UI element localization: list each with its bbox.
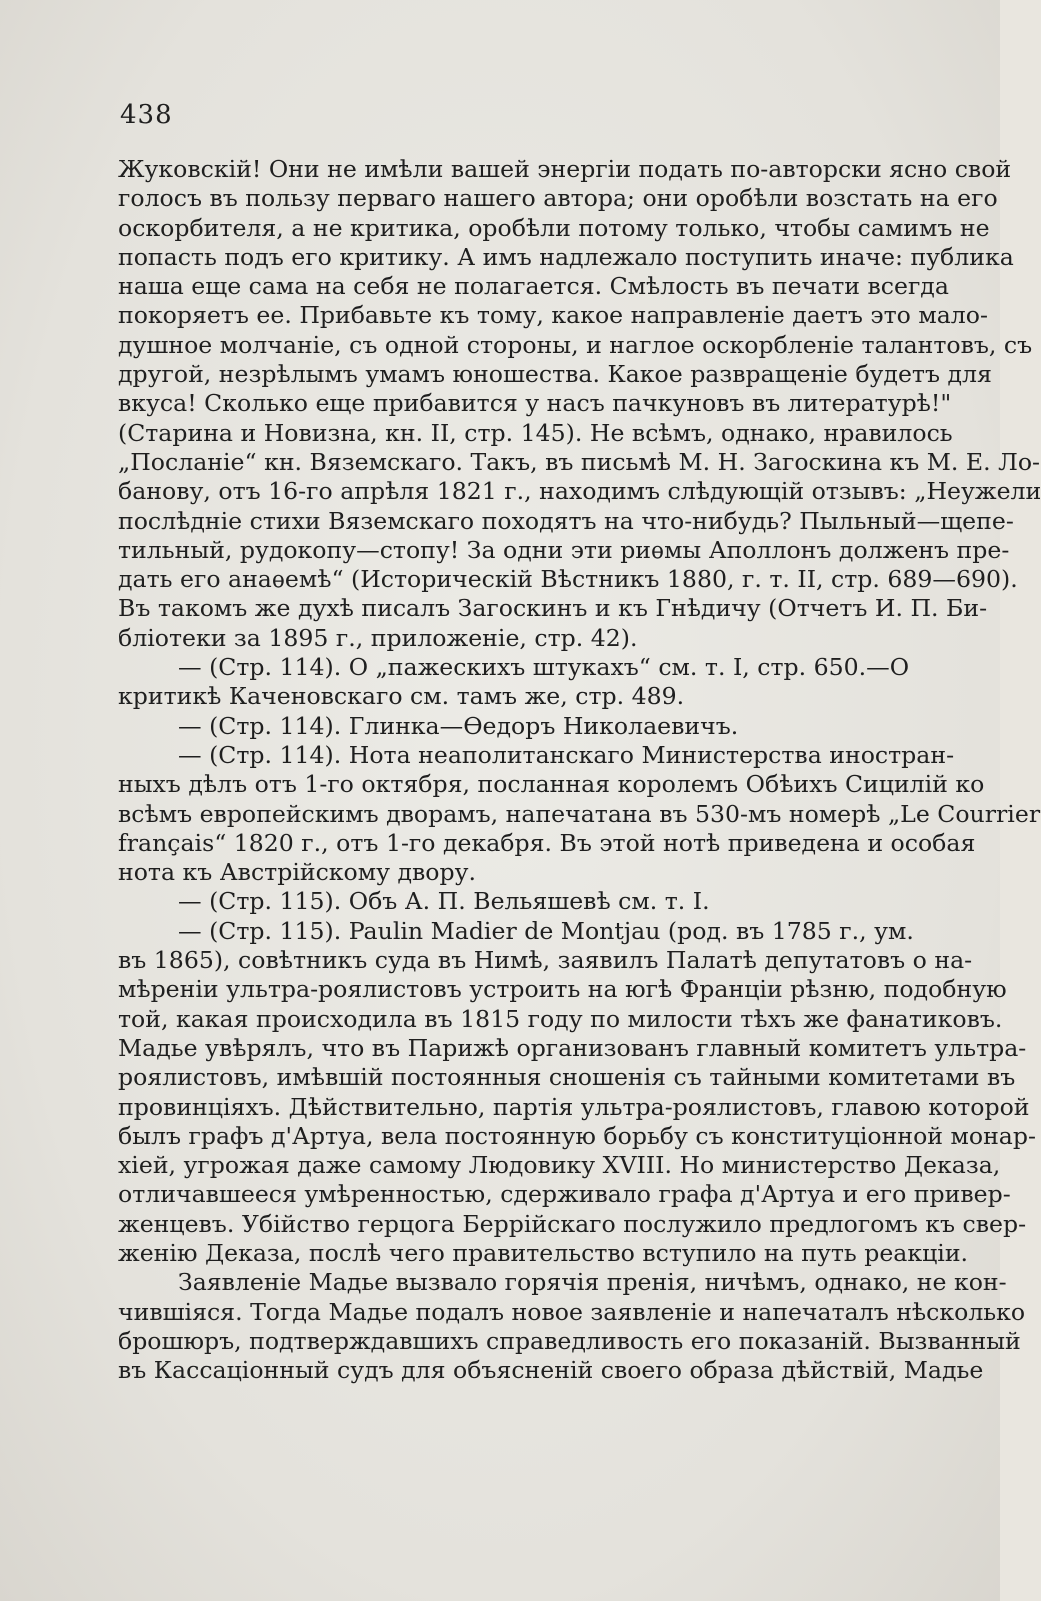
text-line: Въ такомъ же духѣ писалъ Загоскинъ и къ Гнѣдичу (Отчетъ И. П. Би- <box>118 594 988 623</box>
text-line: провинціяхъ. Дѣйствительно, партія ультра-роялистовъ, главою которой <box>118 1092 1030 1121</box>
text-line: — (Стр. 114). Глинка—Ѳедоръ Николаевичъ. <box>178 711 739 740</box>
text-line: критикѣ Каченовскаго см. тамъ же, стр. 489. <box>118 682 685 711</box>
text-line: мѣреніи ультра-роялистовъ устроить на югѣ Франціи рѣзню, подобную <box>118 975 1007 1004</box>
text-line: банову, отъ 16-го апрѣля 1821 г., находимъ слѣдующій отзывъ: „Неужели <box>118 477 1041 506</box>
text-line: покоряетъ ее. Прибавьте къ тому, какое направленіе даетъ это мало- <box>118 301 988 330</box>
text-line: Заявленіе Мадье вызвало горячія пренія, ничѣмъ, однако, не кон- <box>178 1268 1007 1297</box>
text-line: попасть подъ его критику. А имъ надлежало поступить иначе: публика <box>118 242 1014 271</box>
text-line: вкуса! Сколько еще прибавится у насъ пачкуновъ въ литературѣ!" <box>118 389 952 418</box>
text-line: въ 1865), совѣтникъ суда въ Нимѣ, заявилъ Палатѣ депутатовъ о на- <box>118 946 973 975</box>
text-line: душное молчаніе, съ одной стороны, и наглое оскорбленіе талантовъ, съ <box>118 330 1033 359</box>
text-line: „Посланіе“ кн. Вяземскаго. Такъ, въ письмѣ М. Н. Загоскина къ М. Е. Ло- <box>118 447 1041 476</box>
text-line: бліотеки за 1895 г., приложеніе, стр. 42). <box>118 623 638 652</box>
text-line: брошюръ, подтверждавшихъ справедливость его показаній. Вызванный <box>118 1326 1021 1355</box>
text-line: роялистовъ, имѣвшій постоянныя сношенія съ тайными комитетами въ <box>118 1063 1016 1092</box>
text-line: (Старина и Новизна, кн. II, стр. 145). Не всѣмъ, однако, нравилось <box>118 418 953 447</box>
text-line: отличавшееся умѣренностью, сдерживало графа д'Артуа и его привер- <box>118 1180 1011 1209</box>
text-line: другой, незрѣлымъ умамъ юношества. Какое развращеніе будетъ для <box>118 360 992 389</box>
text-line: женцевъ. Убійство герцога Беррійскаго послужило предлогомъ къ свер- <box>118 1209 1027 1238</box>
text-line: хіей, угрожая даже самому Людовику XVIII. Но министерство Деказа, <box>118 1151 1001 1180</box>
text-line: дать его анаѳемѣ“ (Историческій Вѣстникъ 1880, г. т. II, стр. 689—690). <box>118 565 1018 594</box>
text-line: голосъ въ пользу перваго нашего автора; они оробѣли возстать на его <box>118 184 998 213</box>
text-line: — (Стр. 114). О „пажескихъ штукахъ“ см. т. I, стр. 650.—О <box>178 653 910 682</box>
text-line: — (Стр. 115). Объ А. П. Вельяшевѣ см. т. I. <box>178 887 710 916</box>
page-number: 438 <box>120 100 173 130</box>
text-line: ныхъ дѣлъ отъ 1-го октября, посланная королемъ Обѣихъ Сицилій ко <box>118 770 985 799</box>
text-line: тильный, рудокопу—стопу! За одни эти риѳмы Аполлонъ долженъ пре- <box>118 535 1010 564</box>
body-text <box>118 155 1041 1385</box>
text-line: всѣмъ европейскимъ дворамъ, напечатана въ 530-мъ номерѣ „Le Courrier <box>118 799 1041 828</box>
text-line: чившіяся. Тогда Мадье подалъ новое заявленіе и напечаталъ нѣсколько <box>118 1297 1026 1326</box>
text-line: — (Стр. 115). Paulin Madier de Montjau (род. въ 1785 г., ум. <box>178 916 914 945</box>
text-line: въ Кассаціонный судъ для объясненій своего образа дѣйствій, Мадье <box>118 1356 984 1385</box>
text-line: нота къ Австрійскому двору. <box>118 858 476 887</box>
text-line: той, какая происходила въ 1815 году по милости тѣхъ же фанатиковъ. <box>118 1004 1003 1033</box>
text-line: Жуковскій! Они не имѣли вашей энергіи подать по-авторски ясно свой <box>118 155 1012 183</box>
text-line: былъ графъ д'Артуа, вела постоянную борьбу съ конституціонной монар- <box>118 1121 1036 1150</box>
text-line: Мадье увѣрялъ, что въ Парижѣ организованъ главный комитетъ ультра- <box>118 1033 1027 1062</box>
text-line: français“ 1820 г., отъ 1-го декабря. Въ этой нотѣ приведена и особая <box>118 828 976 857</box>
text-line: женію Деказа, послѣ чего правительство вступило на путь реакціи. <box>118 1238 969 1267</box>
text-line: наша еще сама на себя не полагается. Смѣлость въ печати всегда <box>118 272 949 301</box>
text-line: — (Стр. 114). Нота неаполитанскаго Министерства иностран- <box>178 740 955 769</box>
text-line: оскорбителя, а не критика, оробѣли потому только, чтобы самимъ не <box>118 213 990 242</box>
text-line: послѣдніе стихи Вяземскаго походятъ на что-нибудь? Пыльный—щепе- <box>118 506 1014 535</box>
